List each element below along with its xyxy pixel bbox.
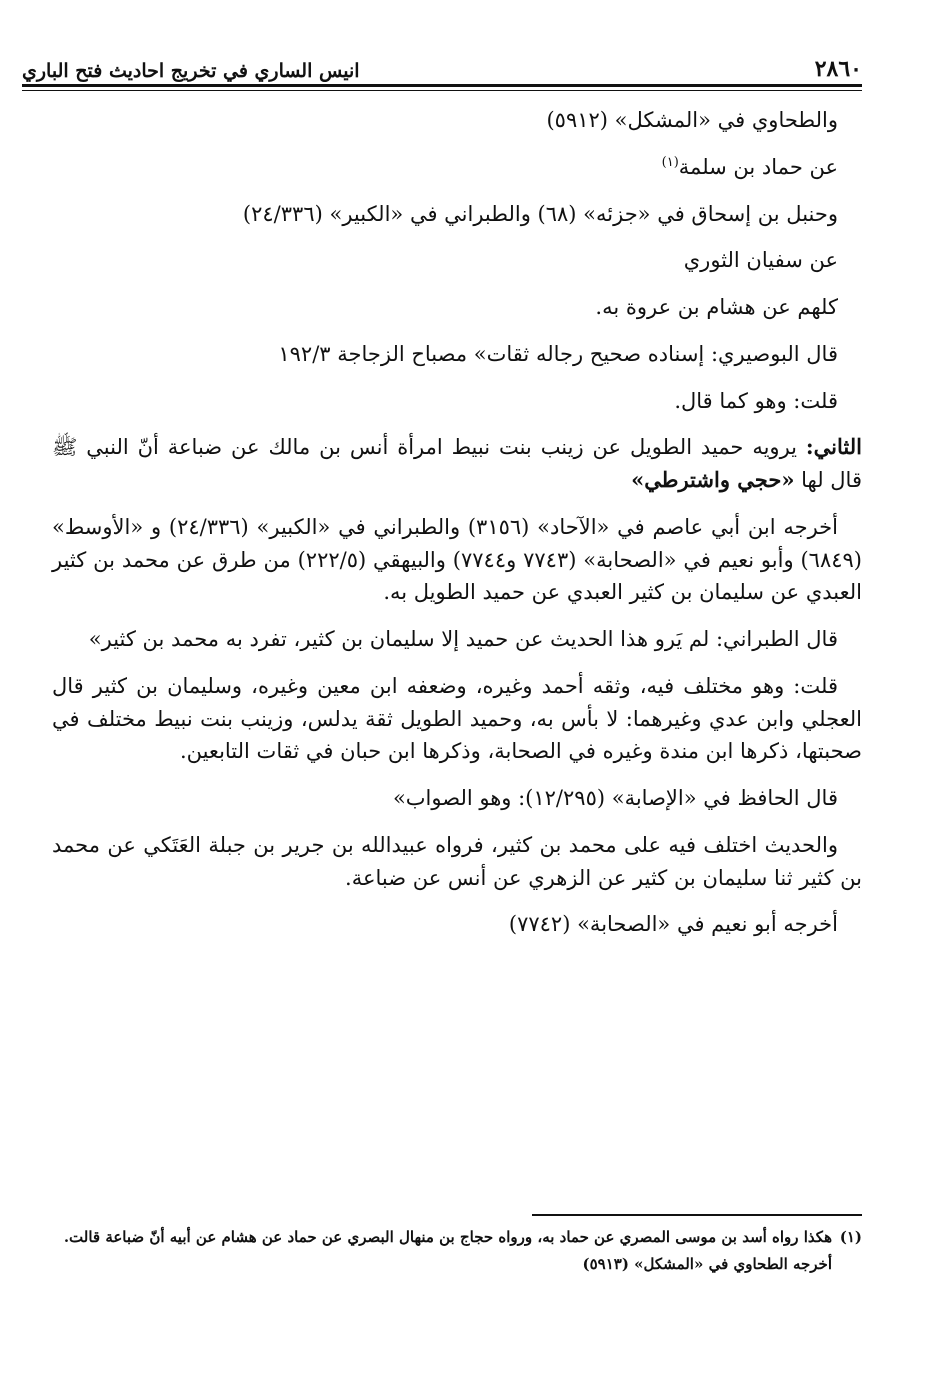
- footnote-marker-1: (١): [661, 154, 679, 170]
- paragraph-5: كلهم عن هشام بن عروة به.: [595, 295, 838, 319]
- paragraph-10: قال الطبراني: لم يَرو هذا الحديث عن حميد إلا سليمان بن كثير، تفرد به محمد بن كثير»: [88, 627, 838, 651]
- paragraph-8-text: يرويه حميد الطويل عن زينب بنت نبيط امرأة أنس بن مالك عن ضباعة أنّ النبي ﷺ قال لها: [52, 435, 862, 492]
- paragraph-1: والطحاوي في «المشكل» (٥٩١٢): [546, 108, 838, 132]
- header-rule-thin: [22, 90, 862, 91]
- paragraph-4: عن سفيان الثوري: [683, 248, 838, 273]
- footnote-1-line-2: أخرجه الطحاوي في «المشكل» (٥٩١٣): [582, 1255, 832, 1273]
- paragraph-3: وحنبل بن إسحاق في «جزئه» (٦٨) والطبراني في «الكبير» (٢٤/٣٣٦): [242, 201, 838, 226]
- main-text: [52, 104, 862, 955]
- paragraph-9: أخرجه ابن أبي عاصم في «الآحاد» (٣١٥٦) والطبراني في «الكبير» (٢٤/٣٣٦) و «الأوسط» (٦٨٤٩) وأبو نعيم في «الصحابة» (٧٧٤٣ و٧٧٤٤) والبيهقي (٢٢٢/٥) من طرق عن محمد بن كثير العبدي عن سليمان بن كثير العبدي عن حميد الطويل به.: [52, 514, 862, 605]
- footnote-separator: [532, 1214, 862, 1216]
- header-rule-thick: [22, 84, 862, 87]
- paragraph-2: [52, 151, 862, 184]
- paragraph-7: قلت: وهو كما قال.: [674, 388, 838, 413]
- hadith-text: «حجي واشترطي»: [631, 467, 795, 492]
- section-label-second: الثاني:: [805, 434, 862, 460]
- paragraph-14: أخرجه أبو نعيم في «الصحابة» (٧٧٤٢): [508, 912, 838, 937]
- paragraph-8: [52, 431, 862, 497]
- paragraph-13: والحديث اختلف فيه على محمد بن كثير، فرواه عبيدالله بن جرير بن جبلة العَتَكي عن محمد بن كثير ثنا سليمان بن كثير عن الزهري عن أنس عن ضباعة.: [52, 832, 862, 890]
- page-header: [22, 44, 862, 82]
- paragraph-11: قلت: وهو مختلف فيه، وثقه أحمد وغيره، وضعفه ابن معين وغيره، وسليمان بن كثير قال العجلي وابن عدي وغيرهما: لا بأس به، وحميد الطويل ثقة يدلس، وزينب بنت نبيط مختلف في صحبتها، ذكرها ابن مندة وغيره في الصحابة، وذكرها ابن حبان في ثقات التابعين.: [52, 673, 862, 764]
- footnote-1: [52, 1224, 862, 1251]
- paragraph-2-text: عن حماد بن سلمة: [678, 154, 838, 179]
- footnote-number: (١): [839, 1228, 862, 1246]
- footnote-text: هكذا رواه أسد بن موسى المصري عن حماد به، ورواه حجاج بن منهال البصري عن حماد عن هشام عن أبيه أنّ ضباعة قالت.: [63, 1228, 832, 1246]
- footnotes: [52, 1224, 862, 1278]
- paragraph-12: قال الحافظ في «الإصابة» (١٢/٢٩٥): وهو الصواب»: [392, 786, 838, 810]
- paragraph-6: قال البوصيري: إسناده صحيح رجاله ثقات» مصباح الزجاجة ١٩٢/٣: [278, 341, 838, 366]
- running-title: انيس الساري في تخريج احاديث فتح الباري: [22, 60, 360, 82]
- page-number: ٢٨٦٠: [814, 56, 862, 82]
